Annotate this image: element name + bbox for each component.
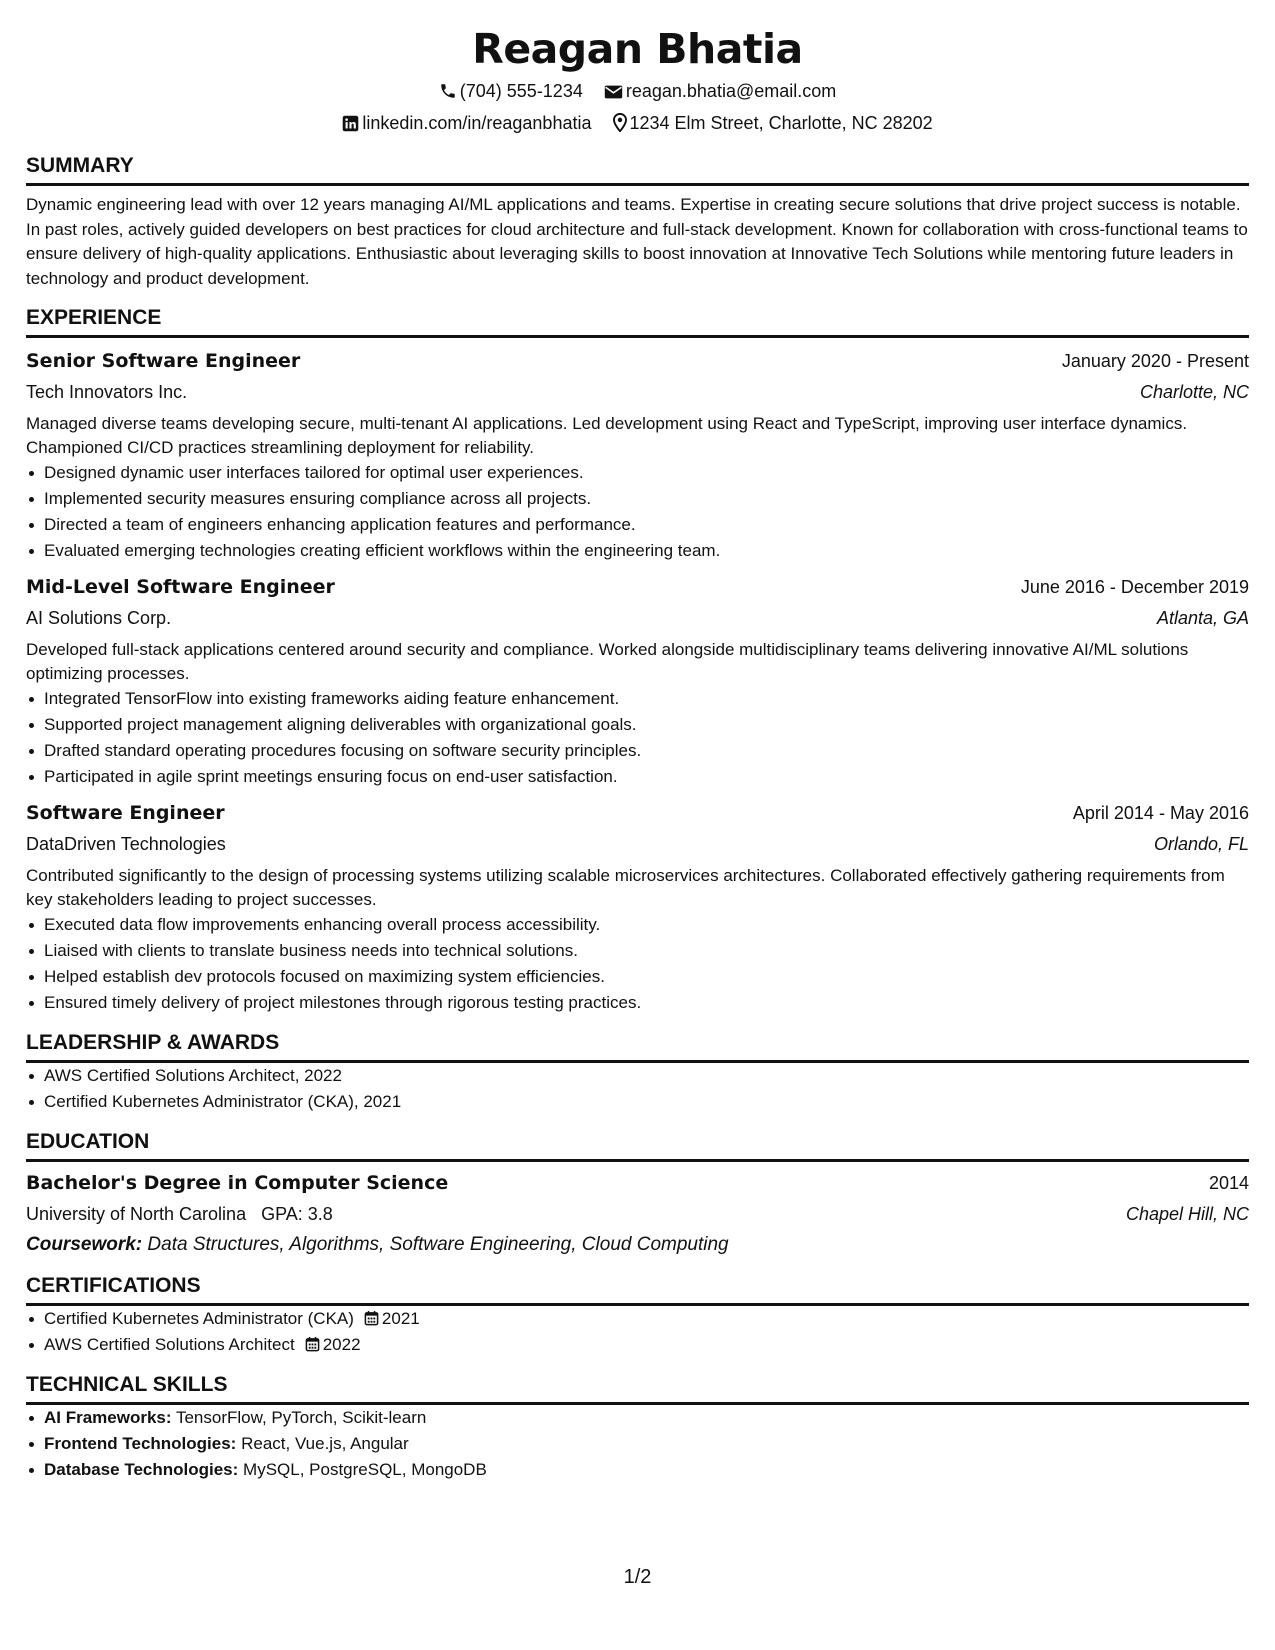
calendar-icon: [305, 1336, 320, 1352]
phone-text: (704) 555-1234: [459, 81, 583, 101]
job-entry: [26, 572, 1249, 790]
phone-contact: [439, 79, 583, 103]
education-section: [26, 1129, 1249, 1259]
coursework-label: Coursework:: [26, 1234, 143, 1255]
skill-label: AI Frameworks:: [44, 1408, 172, 1427]
school-info: [26, 1199, 333, 1230]
job-company: DataDriven Technologies: [26, 834, 226, 854]
skills-heading: TECHNICAL SKILLS: [26, 1372, 1249, 1405]
certification-name: AWS Certified Solutions Architect: [44, 1335, 295, 1354]
list-item: Integrated TensorFlow into existing frameworks aiding feature enhancement.: [44, 686, 1249, 712]
job-bullets: [26, 686, 1249, 790]
skill-value: React, Vue.js, Angular: [241, 1434, 409, 1453]
page-number: 1/2: [623, 1566, 652, 1588]
skill-value: MySQL, PostgreSQL, MongoDB: [243, 1460, 487, 1479]
linkedin-text[interactable]: linkedin.com/in/reaganbhatia: [362, 113, 592, 133]
experience-heading: EXPERIENCE: [26, 305, 1249, 338]
resume-page: [26, 22, 1249, 1483]
job-company: Tech Innovators Inc.: [26, 382, 188, 402]
job-location: Orlando, FL: [1153, 834, 1249, 854]
skill-value: TensorFlow, PyTorch, Scikit-learn: [175, 1408, 427, 1427]
certifications-section: [26, 1273, 1249, 1358]
leadership-list: [26, 1063, 1249, 1115]
certification-year: 2021: [381, 1309, 420, 1328]
school-name: University of North Carolina: [26, 1204, 247, 1224]
list-item: Helped establish dev protocols focused on maximizing system efficiencies.: [44, 964, 1249, 990]
skills-section: [26, 1372, 1249, 1483]
candidate-name: Reagan Bhatia: [472, 25, 803, 73]
education-heading: EDUCATION: [26, 1129, 1249, 1162]
job-bullets: [26, 912, 1249, 1016]
envelope-icon: [604, 84, 623, 100]
map-marker-icon: [613, 113, 627, 132]
graduation-year: 2014: [1208, 1173, 1249, 1193]
job-bullets: [26, 460, 1249, 564]
degree-title: Bachelor's Degree in Computer Science: [26, 1172, 449, 1194]
skill-label: Database Technologies:: [44, 1460, 239, 1479]
job-title: Mid-Level Software Engineer: [26, 576, 335, 598]
skill-label: Frontend Technologies:: [44, 1434, 237, 1453]
resume-header: [26, 22, 1249, 135]
job-dates: June 2016 - December 2019: [1020, 577, 1249, 597]
job-dates: April 2014 - May 2016: [1072, 803, 1249, 823]
gpa: GPA: 3.8: [261, 1204, 333, 1224]
list-item: [44, 1457, 1249, 1483]
list-item: Ensured timely delivery of project milestones through rigorous testing practices.: [44, 990, 1249, 1016]
email-text[interactable]: reagan.bhatia@email.com: [625, 81, 837, 101]
job-location: Charlotte, NC: [1139, 382, 1249, 402]
summary-text: Dynamic engineering lead with over 12 years managing AI/ML applications and teams. Expertise in creating secure solutions that drive project success is notable. In past roles, actively guided developers on best practices for cloud architecture and full-stack development. Known for collaboration with cross-functional teams to ensure delivery of high-quality applications. Enthusiastic about leveraging skills to boost innovation at Innovative Tech Solutions while mentoring future leaders in technology and product development.: [26, 195, 1248, 288]
contact-line-1: [26, 79, 1249, 103]
address-contact: [613, 111, 933, 135]
leadership-section: [26, 1030, 1249, 1115]
job-description: Contributed significantly to the design of processing systems utilizing scalable microservices architectures. Collaborated effectively gathering requirements from key stakeholders leading to project successes.: [26, 866, 1225, 909]
list-item: AWS Certified Solutions Architect, 2022: [44, 1063, 1249, 1089]
list-item: Drafted standard operating procedures focusing on software security principles.: [44, 738, 1249, 764]
list-item: Implemented security measures ensuring compliance across all projects.: [44, 486, 1249, 512]
contact-line-2: [26, 111, 1249, 135]
list-item: [44, 1332, 1249, 1358]
job-title: Senior Software Engineer: [26, 350, 301, 372]
job-description: Managed diverse teams developing secure, multi-tenant AI applications. Led development using React and TypeScript, improving user interface dynamics. Championed CI/CD practices streamlining deployment for reliability.: [26, 414, 1188, 457]
certification-name: Certified Kubernetes Administrator (CKA): [44, 1309, 354, 1328]
job-entry: [26, 798, 1249, 1016]
experience-section: [26, 305, 1249, 1016]
email-contact[interactable]: [604, 79, 836, 103]
coursework-text: Data Structures, Algorithms, Software Engineering, Cloud Computing: [147, 1234, 729, 1255]
list-item: Certified Kubernetes Administrator (CKA), 2021: [44, 1089, 1249, 1115]
job-title: Software Engineer: [26, 802, 225, 824]
list-item: Directed a team of engineers enhancing application features and performance.: [44, 512, 1249, 538]
linkedin-icon: [342, 115, 359, 132]
skills-list: [26, 1405, 1249, 1483]
job-location: Atlanta, GA: [1156, 608, 1249, 628]
list-item: [44, 1405, 1249, 1431]
list-item: Executed data flow improvements enhancing overall process accessibility.: [44, 912, 1249, 938]
summary-heading: SUMMARY: [26, 153, 1249, 186]
list-item: Designed dynamic user interfaces tailored for optimal user experiences.: [44, 460, 1249, 486]
coursework: [26, 1230, 1249, 1259]
calendar-icon: [364, 1310, 379, 1326]
linkedin-contact[interactable]: [342, 111, 591, 135]
job-description: Developed full-stack applications centered around security and compliance. Worked alongside multidisciplinary teams delivering innovative AI/ML solutions optimizing processes.: [26, 640, 1189, 683]
education-entry: [26, 1168, 1249, 1259]
list-item: Participated in agile sprint meetings ensuring focus on end-user satisfaction.: [44, 764, 1249, 790]
list-item: [44, 1306, 1249, 1332]
leadership-heading: LEADERSHIP & AWARDS: [26, 1030, 1249, 1063]
list-item: Supported project management aligning deliverables with organizational goals.: [44, 712, 1249, 738]
certification-year: 2022: [322, 1335, 361, 1354]
certifications-list: [26, 1306, 1249, 1358]
summary-section: [26, 153, 1249, 291]
job-company: AI Solutions Corp.: [26, 608, 172, 628]
address-text: 1234 Elm Street, Charlotte, NC 28202: [629, 113, 933, 133]
list-item: [44, 1431, 1249, 1457]
list-item: Liaised with clients to translate business needs into technical solutions.: [44, 938, 1249, 964]
phone-icon: [439, 82, 457, 100]
school-location: Chapel Hill, NC: [1125, 1204, 1249, 1224]
job-entry: [26, 346, 1249, 564]
certifications-heading: CERTIFICATIONS: [26, 1273, 1249, 1306]
job-dates: January 2020 - Present: [1061, 351, 1249, 371]
list-item: Evaluated emerging technologies creating efficient workflows within the engineering team.: [44, 538, 1249, 564]
